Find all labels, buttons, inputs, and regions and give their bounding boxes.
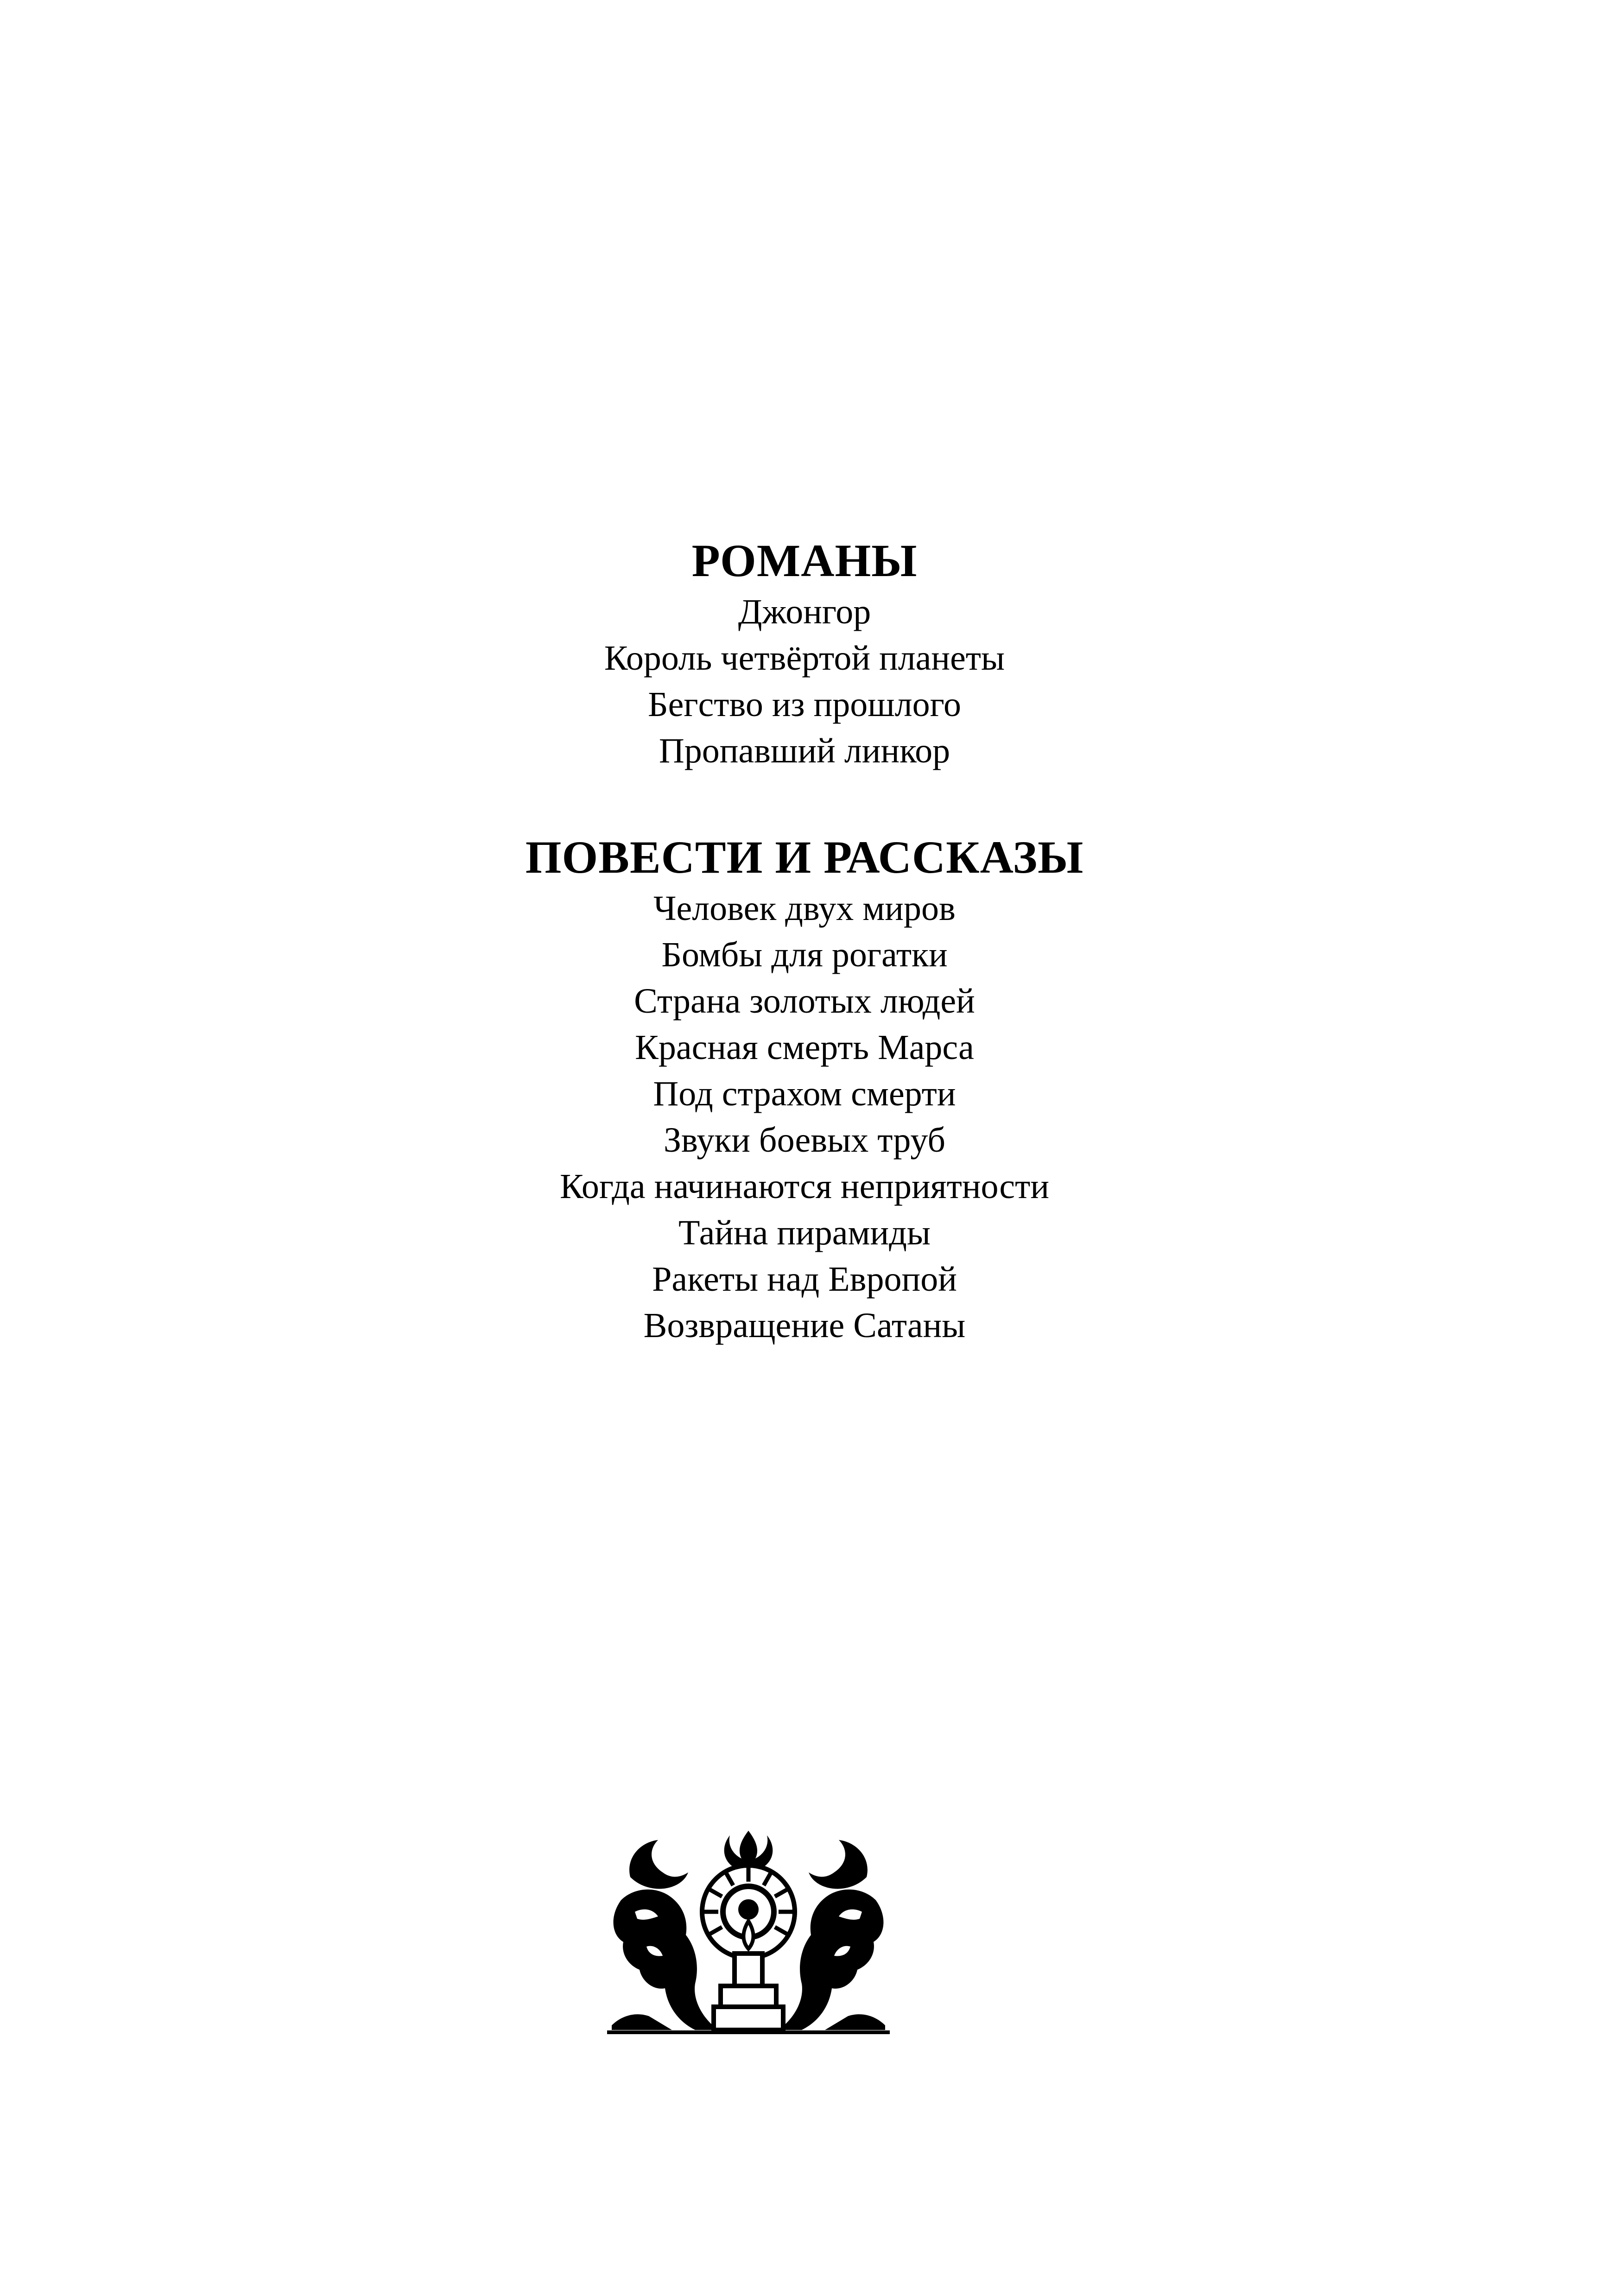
section-novels (0, 533, 1609, 774)
list-item: Король четвёртой планеты (604, 639, 1005, 678)
novels-list (0, 589, 1609, 774)
list-item: Звуки боевых труб (663, 1121, 946, 1160)
section-heading-novels: РОМАНЫ (691, 535, 918, 586)
list-item: Джонгор (738, 592, 871, 631)
list-item: Пропавший линкор (659, 731, 950, 770)
section-heading-stories: ПОВЕСТИ И РАССКАЗЫ (525, 831, 1084, 883)
list-item: Бегство из прошлого (648, 685, 961, 724)
list-item: Когда начинаются неприятности (559, 1167, 1050, 1206)
stories-list (0, 885, 1609, 1349)
list-item: Человек двух миров (653, 889, 956, 928)
list-item: Бомбы для рогатки (661, 935, 948, 974)
list-item: Страна золотых людей (634, 982, 975, 1021)
list-item: Под страхом смерти (653, 1074, 956, 1113)
section-stories (0, 830, 1609, 1349)
list-item: Возвращение Сатаны (643, 1306, 966, 1345)
works-list (0, 533, 1609, 1349)
list-item: Красная смерть Марса (635, 1028, 974, 1067)
list-item: Ракеты над Европой (652, 1260, 957, 1299)
list-item: Тайна пирамиды (678, 1213, 931, 1252)
publisher-emblem-icon (602, 1821, 894, 2039)
